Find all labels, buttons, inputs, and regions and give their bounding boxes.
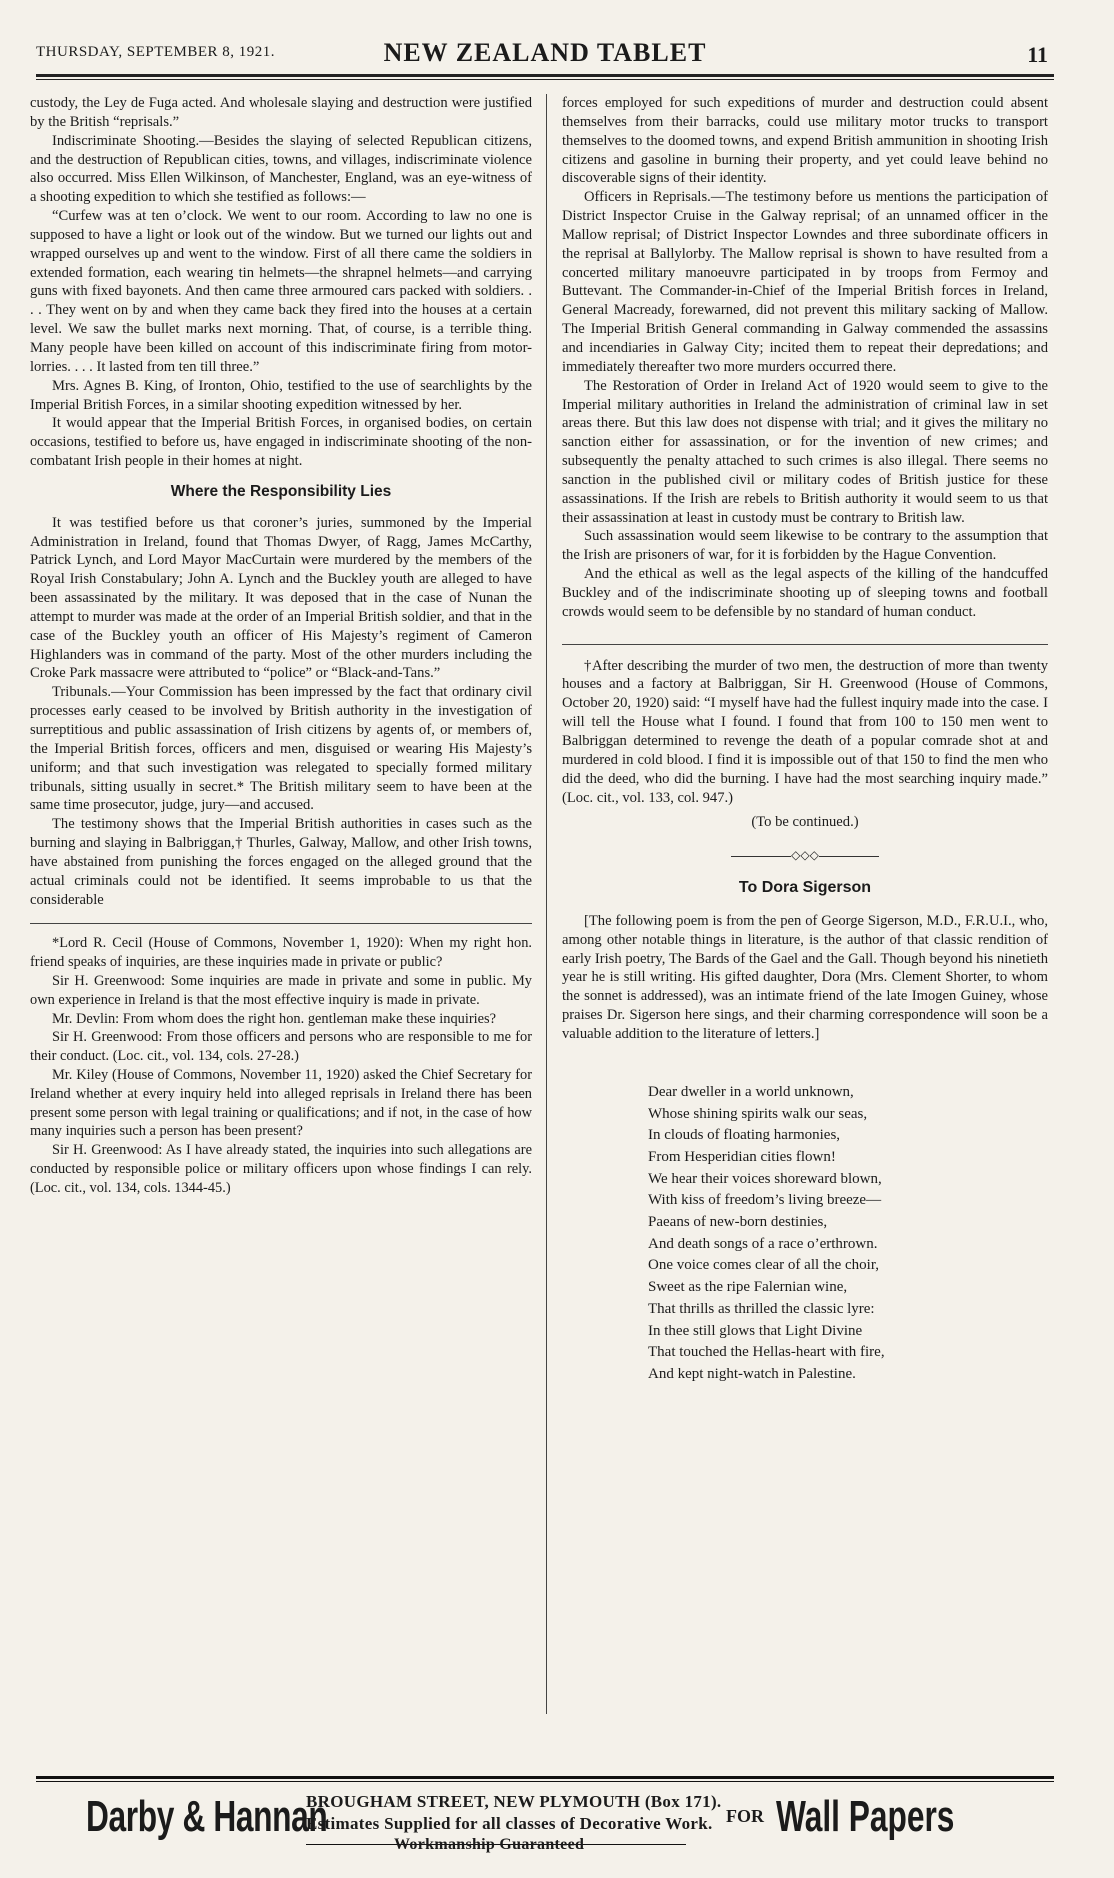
paragraph: Such assassination would seem likewise to be contrary to the assumption that the Irish are prisoners of war, for it is forbidden by the Hague Convention. [562, 528, 1048, 564]
masthead-title: NEW ZEALAND TABLET [383, 38, 707, 67]
header-rule [36, 74, 1054, 77]
poem-line: Dear dweller in a world unknown, [648, 1083, 854, 1100]
page-header [36, 38, 1054, 78]
poem-line: With kiss of freedom’s living breeze— [648, 1192, 882, 1209]
poem-line: One voice comes clear of all the choir, [648, 1257, 879, 1274]
paragraph: The Restoration of Order in Ireland Act of 1920 would seem to give to the Imperial military authorities in Ireland the administration of criminal law in set areas there. But this law does not dispense with trial; and it gives the military no sanction either for assassination, or for the invention of new crimes; and subsequently the penalty attached to such crimes is also illegal. There seems no sanction in the published civil or military codes of British justice for these assassinations. If the Irish are rebels to British authority it would seem to us that their assassination at least in custody must be contrary to British law. [562, 377, 1048, 526]
poem-line: Whose shining spirits walk our seas, [648, 1105, 868, 1122]
poem-line: In thee still glows that Light Divine [648, 1322, 863, 1339]
footnotes [30, 934, 532, 1197]
header-rule-thin [36, 79, 1054, 80]
poem-line: Sweet as the ripe Falernian wine, [648, 1279, 848, 1296]
poem [648, 1082, 1048, 1386]
footnote: Mr. Devlin: From whom does the right hon. gentleman make these inquiries? [52, 1010, 497, 1027]
poem-title: To Dora Sigerson [738, 879, 872, 897]
column-divider [546, 94, 547, 1714]
footnote: †After describing the murder of two men, the destruction of more than twenty houses and a factory at Balbriggan, Sir H. Greenwood (House of Commons, October 20, 1920) said: “I myself have had the fullest inquiry made into the case. I will tell the House what I found. I found that from 100 to 150 men went to Balbriggan determined to revenge the death of a popular comrade shot at and murdered in cold blood. I find it is impossible out of that 150 to find the men who did the deed, who did the burning. I have had the most searching inquiry made.” (Loc. cit., vol. 133, col. 947.) [562, 657, 1048, 806]
paragraph: And the ethical as well as the legal aspects of the killing of the handcuffed Buckley and of the indiscriminate shooting up of sleeping towns and football crowds would seem to be defensible by no standard of human conduct. [562, 566, 1048, 620]
footnote-rule [30, 923, 532, 924]
paragraph: Indiscriminate Shooting.—Besides the slaying of selected Republican citizens, and the destruction of Republican cities, towns, and villages, indiscriminate violence also occurred. Miss Ellen Wilkinson, of Manchester, England, was an eye-witness of a shooting expedition to which she testified as follows:— [30, 132, 532, 206]
poem-line: That thrills as thrilled the classic lyre: [648, 1300, 875, 1317]
poem-line: In clouds of floating harmonies, [648, 1127, 841, 1144]
workmanship-guarantee: Workmanship Guaranteed [394, 1836, 585, 1853]
footer-rule [36, 1776, 1054, 1779]
paragraph: Mrs. Agnes B. King, of Ironton, Ohio, testified to the use of searchlights by the Imperial British Forces, in a similar shooting expedition witnessed by her. [30, 377, 532, 413]
continued-note: (To be continued.) [751, 814, 859, 831]
footer-rule-thin [36, 1781, 1054, 1782]
footnote: Sir H. Greenwood: Some inquiries are made in private and some in public. My own experience in Ireland is that the most effective inquiry is made in private. [30, 973, 532, 1008]
footnote: Mr. Kiley (House of Commons, November 11, 1920) asked the Chief Secretary for Ireland whether at every inquiry held into alleged reprisals in Ireland there has been present some person with legal training or qualifications; and if not, in the case of how many inquiries such a person has been present? [30, 1067, 532, 1140]
footnote: Sir H. Greenwood: From those officers and persons who are responsible to me for their conduct. (Loc. cit., vol. 134, cols. 27-28.) [30, 1029, 532, 1065]
footnote-rule [562, 644, 1048, 645]
page-number: 11 [1027, 42, 1048, 67]
footnote: *Lord R. Cecil (House of Commons, November 1, 1920): When my right hon. friend speaks of inquiries, are these inquiries made in private or public? [30, 935, 532, 971]
poem-line: And death songs of a race o’erthrown. [648, 1235, 878, 1252]
paragraph: It was testified before us that coroner’s juries, summoned by the Imperial Administration in Ireland, found that Thomas Dwyer, of Ragg, James McCarthy, Patrick Lynch, and Lord Mayor MacCurtain were murdered by the members of the Royal Irish Constabulary; John A. Lynch and the Buckley youth are alleged to have been assassinated by the military. It was deposed that in the case of Nunan the attempt to murder was made at the order of an Imperial British soldier, and that in the case of the Buckley youth an officer of His Majesty’s regiment of Cameron Highlanders was in command of the party. Most of the other murders including the Croke Park massacre were attributed to “police” or “Black-and-Tans.” [30, 514, 532, 682]
for-label: FOR [726, 1806, 764, 1826]
diamond-ornament-icon: ◇◇◇ [791, 848, 819, 863]
poem-line: And kept night-watch in Palestine. [648, 1365, 856, 1382]
issue-date: THURSDAY, SEPTEMBER 8, 1921. [36, 44, 276, 60]
left-column [30, 94, 532, 1198]
paragraph: The testimony shows that the Imperial British authorities in cases such as the burning and slaying in Balbriggan,† Thurles, Galway, Mallow, and other Irish towns, have abstained from punishing the forces engaged on the alleged ground that the actual criminals could not be identified. It seems improbable to us that the considerable [30, 816, 532, 908]
poem-line: Paeans of new-born destinies, [648, 1214, 828, 1231]
poem-line: From Hesperidian cities flown! [648, 1148, 836, 1165]
right-column [562, 94, 1048, 1386]
poem-line: We hear their voices shoreward blown, [648, 1170, 882, 1187]
advertiser-name: Darby & Hannan [86, 1792, 328, 1841]
section-heading: Where the Responsibility Lies [170, 482, 392, 500]
paragraph: It would appear that the Imperial British Forces, in organised bodies, on certain occasions, testified to before us, have engaged in indiscriminate shooting of the non-combatant Irish people in their homes at night. [30, 415, 532, 470]
ornament-divider [562, 846, 1048, 865]
advertiser-address: BROUGHAM STREET, NEW PLYMOUTH (Box 171). [306, 1792, 722, 1811]
paragraph: forces employed for such expeditions of murder and destruction could absent themselves from their barracks, could use military motor trucks to transport themselves to the doomed towns, and expend British ammunition in shooting Irish citizens and gasoline in burning their property, and yet could leave behind no discoverable signs of their identity. [562, 95, 1048, 187]
advertisement-banner [36, 1786, 1054, 1876]
paragraph: Tribunals.—Your Commission has been impressed by the fact that ordinary civil processes early ceased to be involved by British authority in the investigation of surreptitious and public assassination of Irish citizens by agents of, or members of, the Imperial British forces, officers and men, disguised or wearing His Majesty’s uniform; and that such investigation was relegated to specially formed military tribunals, sitting usually in secret.* The British military seem to have been at the same time prosecutor, judge, jury—and accused. [30, 684, 532, 814]
footnote: Sir H. Greenwood: As I have already stated, the inquiries into such allegations are conducted by responsible police or military officers upon whose findings I can rely. (Loc. cit., vol. 134, cols. 1344-45.) [30, 1142, 532, 1196]
wall-papers-label: Wall Papers [776, 1792, 955, 1841]
paragraph: Officers in Reprisals.—The testimony before us mentions the participation of District Inspector Cruise in the Galway reprisal; of an unnamed officer in the Mallow reprisal; of District Inspector Lowndes and three subordinate officers in the reprisal at Ballylorby. The Mallow reprisal is shown to have resulted from a concerted military manoeuvre participated in by troops from Fermoy and Buttevant. The Commander-in-Chief of the Imperial British forces in Ireland, General Macready, forewarned, did not prevent this military sacking of Mallow. The Imperial British General commanding in Galway commended the assassins and incendiaries in Galway City; incited them to repeat their depredations; and immediately thereafter two more murders occurred there. [562, 189, 1048, 375]
paragraph: “Curfew was at ten o’clock. We went to our room. According to law no one is supposed to have a light or look out of the window. But we turned our lights out and wrapped ourselves up and went to the window. First of all there came the soldiers in extended formation, each wearing tin helmets—the shrapnel helmets—and carrying guns with fixed bayonets. And then came three armoured cars packed with soldiers. . . . They went on by and when they came back they fired into the houses at a certain level. We saw the bullet marks next morning. That, of course, is a terrible thing. Many people have been killed on account of this indiscriminate firing from motor-lorries. . . . It lasted from ten till three.” [30, 208, 532, 375]
poem-introduction: [The following poem is from the pen of George Sigerson, M.D., F.R.U.I., who, among other notable things in literature, is the author of that classic rendition of early Irish poetry, The Bards of the Gael and the Gall. Though beyond his ninetieth year he is still writing. His gifted daughter, Dora (Mrs. Clement Shorter, to whom the sonnet is addressed), was an intimate friend of the late Imogen Guiney, whose praises Dr. Sigerson here sings, and their charming correspondence will soon be a valuable addition to the literature of letters.] [562, 912, 1048, 1042]
advertiser-tagline: Estimates Supplied for all classes of Decorative Work. [306, 1814, 713, 1833]
paragraph: custody, the Ley de Fuga acted. And wholesale slaying and destruction were justified by the British “reprisals.” [30, 95, 532, 130]
poem-line: That touched the Hellas-heart with fire, [648, 1344, 885, 1361]
